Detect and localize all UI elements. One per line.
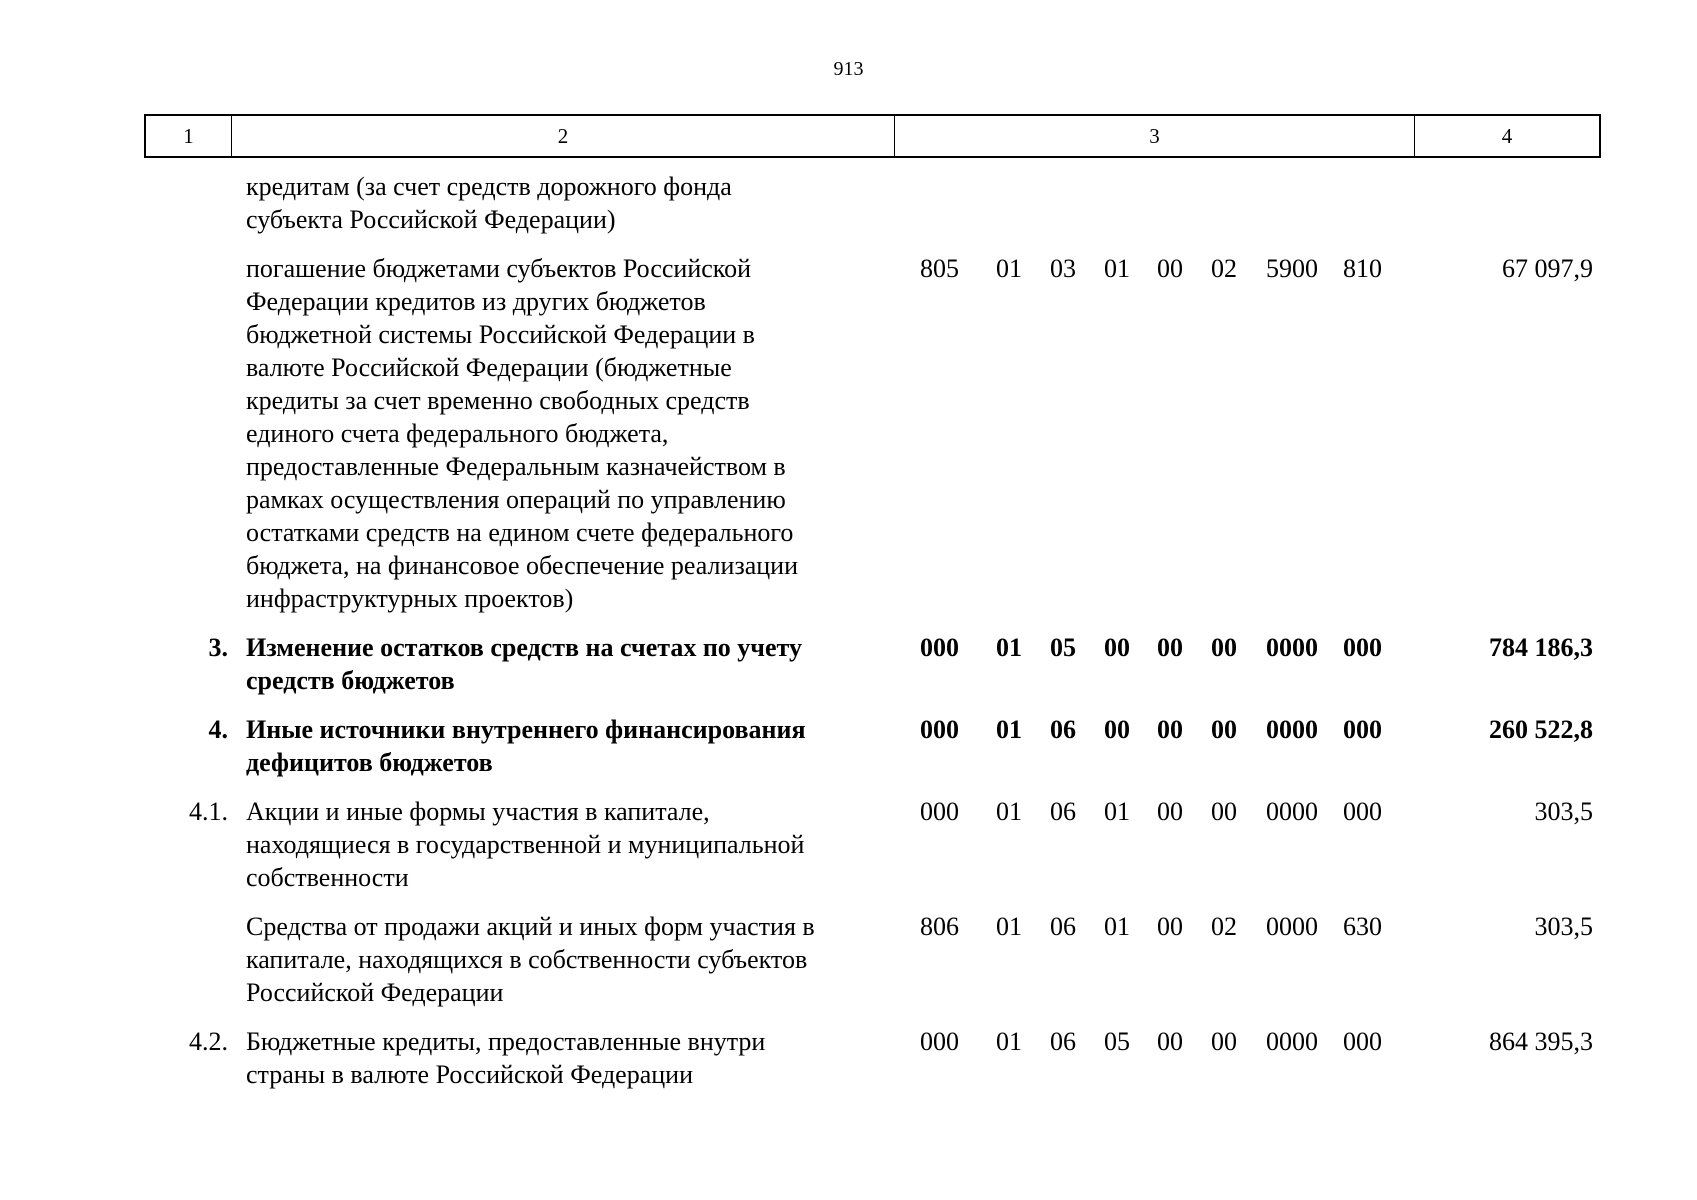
code-segment: 0000 — [1266, 715, 1318, 744]
page-number: 913 — [833, 58, 864, 80]
code-segment: 01 — [996, 633, 1022, 662]
row-amount: 864 395,3 — [1489, 1027, 1593, 1056]
column-header-1: 1 — [146, 116, 232, 156]
code-segment: 0000 — [1266, 912, 1318, 941]
description-line: погашение бюджетами субъектов Российской — [246, 254, 751, 283]
code-segment: 01 — [1104, 912, 1130, 941]
description-line: Акции и иные формы участия в капитале, — [246, 797, 710, 826]
code-segment: 01 — [996, 254, 1022, 283]
code-segment: 03 — [1050, 254, 1076, 283]
row-amount: 67 097,9 — [1502, 254, 1593, 283]
code-segment: 000 — [1343, 797, 1382, 826]
table-row — [144, 910, 1601, 1009]
code-segment: 00 — [1211, 715, 1237, 744]
code-segment: 02 — [1211, 912, 1237, 941]
code-segment: 00 — [1157, 715, 1183, 744]
table-row — [144, 713, 1601, 779]
code-segment: 05 — [1050, 633, 1076, 662]
row-number — [144, 252, 230, 615]
row-number: 4.2. — [189, 1027, 228, 1056]
code-segment: 00 — [1104, 715, 1130, 744]
code-segment: 00 — [1211, 797, 1237, 826]
row-description — [230, 631, 893, 697]
code-segment: 810 — [1343, 254, 1382, 283]
column-header-2: 2 — [232, 116, 895, 156]
code-segment: 01 — [1104, 254, 1130, 283]
row-amount — [1453, 170, 1601, 236]
description-line: бюджета, на финансовое обеспечение реализации — [246, 551, 798, 580]
table-row — [144, 1025, 1601, 1091]
code-segment: 805 — [920, 254, 959, 283]
row-number: 4.1. — [189, 797, 228, 826]
code-segment: 02 — [1211, 254, 1237, 283]
row-amount: 303,5 — [1534, 797, 1593, 826]
budget-classification-code — [893, 252, 1453, 285]
code-segment: 01 — [996, 912, 1022, 941]
table-row — [144, 170, 1601, 236]
description-line: кредиты за счет временно свободных средств — [246, 386, 750, 415]
code-segment: 000 — [1343, 715, 1382, 744]
description-line: страны в валюте Российской Федерации — [246, 1060, 694, 1089]
row-description — [230, 170, 893, 236]
code-segment: 000 — [1343, 633, 1382, 662]
code-segment: 000 — [920, 715, 959, 744]
description-line: средств бюджетов — [246, 666, 455, 695]
code-segment: 000 — [920, 633, 959, 662]
code-segment: 000 — [920, 1027, 959, 1056]
description-line: Бюджетные кредиты, предоставленные внутри — [246, 1027, 766, 1056]
code-segment: 00 — [1157, 254, 1183, 283]
description-line: рамках осуществления операций по управлению — [246, 485, 786, 514]
code-segment: 00 — [1157, 1027, 1183, 1056]
row-description — [230, 252, 893, 615]
row-number: 4. — [208, 715, 228, 744]
description-line: субъекта Российской Федерации) — [246, 205, 616, 234]
code-segment: 00 — [1157, 912, 1183, 941]
code-segment: 05 — [1104, 1027, 1130, 1056]
code-segment: 5900 — [1266, 254, 1318, 283]
code-segment: 00 — [1157, 797, 1183, 826]
table-row — [144, 252, 1601, 615]
description-line: кредитам (за счет средств дорожного фонда — [246, 172, 732, 201]
budget-classification-code — [893, 713, 1453, 746]
row-amount: 260 522,8 — [1489, 715, 1593, 744]
code-segment: 00 — [1104, 633, 1130, 662]
description-line: остатками средств на едином счете федерального — [246, 518, 794, 547]
table-row — [144, 631, 1601, 697]
budget-classification-code — [893, 170, 1453, 203]
column-header-4: 4 — [1501, 123, 1513, 148]
description-line: капитале, находящихся в собственности субъектов — [246, 945, 808, 974]
budget-classification-code — [893, 1025, 1453, 1058]
description-line: Изменение остатков средств на счетах по учету — [246, 633, 802, 662]
description-line: Федерации кредитов из других бюджетов — [246, 287, 706, 316]
row-description — [230, 910, 893, 1009]
description-line: предоставленные Федеральным казначейством в — [246, 452, 786, 481]
code-segment: 01 — [996, 1027, 1022, 1056]
column-header-row — [144, 114, 1601, 158]
row-amount: 303,5 — [1534, 912, 1593, 941]
code-segment: 06 — [1050, 715, 1076, 744]
code-segment: 00 — [1157, 633, 1183, 662]
code-segment: 01 — [1104, 797, 1130, 826]
description-line: собственности — [246, 863, 409, 892]
description-line: дефицитов бюджетов — [246, 748, 493, 777]
code-segment: 06 — [1050, 797, 1076, 826]
table-row — [144, 795, 1601, 894]
code-segment: 0000 — [1266, 633, 1318, 662]
code-segment: 000 — [1343, 1027, 1382, 1056]
row-amount: 784 186,3 — [1489, 633, 1593, 662]
description-line: находящиеся в государственной и муниципальной — [246, 830, 805, 859]
code-segment: 0000 — [1266, 797, 1318, 826]
budget-table-body — [144, 170, 1601, 1107]
description-line: Иные источники внутреннего финансирования — [246, 715, 806, 744]
code-segment: 00 — [1211, 633, 1237, 662]
code-segment: 00 — [1211, 1027, 1237, 1056]
code-segment: 06 — [1050, 912, 1076, 941]
budget-classification-code — [893, 631, 1453, 664]
description-line: инфраструктурных проектов) — [246, 584, 574, 613]
description-line: валюте Российской Федерации (бюджетные — [246, 353, 732, 382]
row-number — [144, 170, 230, 236]
row-description — [230, 795, 893, 894]
row-number: 3. — [208, 633, 228, 662]
budget-classification-code — [893, 910, 1453, 943]
code-segment: 01 — [996, 715, 1022, 744]
code-segment: 06 — [1050, 1027, 1076, 1056]
row-description — [230, 1025, 893, 1091]
description-line: Средства от продажи акций и иных форм участия в — [246, 912, 815, 941]
row-description — [230, 713, 893, 779]
code-segment: 000 — [920, 797, 959, 826]
budget-classification-code — [893, 795, 1453, 828]
description-line: Российской Федерации — [246, 978, 504, 1007]
code-segment: 806 — [920, 912, 959, 941]
description-line: бюджетной системы Российской Федерации в — [246, 320, 755, 349]
code-segment: 0000 — [1266, 1027, 1318, 1056]
row-number — [144, 910, 230, 1009]
code-segment: 01 — [996, 797, 1022, 826]
column-header-3: 3 — [895, 116, 1415, 156]
description-line: единого счета федерального бюджета, — [246, 419, 669, 448]
code-segment: 630 — [1343, 912, 1382, 941]
